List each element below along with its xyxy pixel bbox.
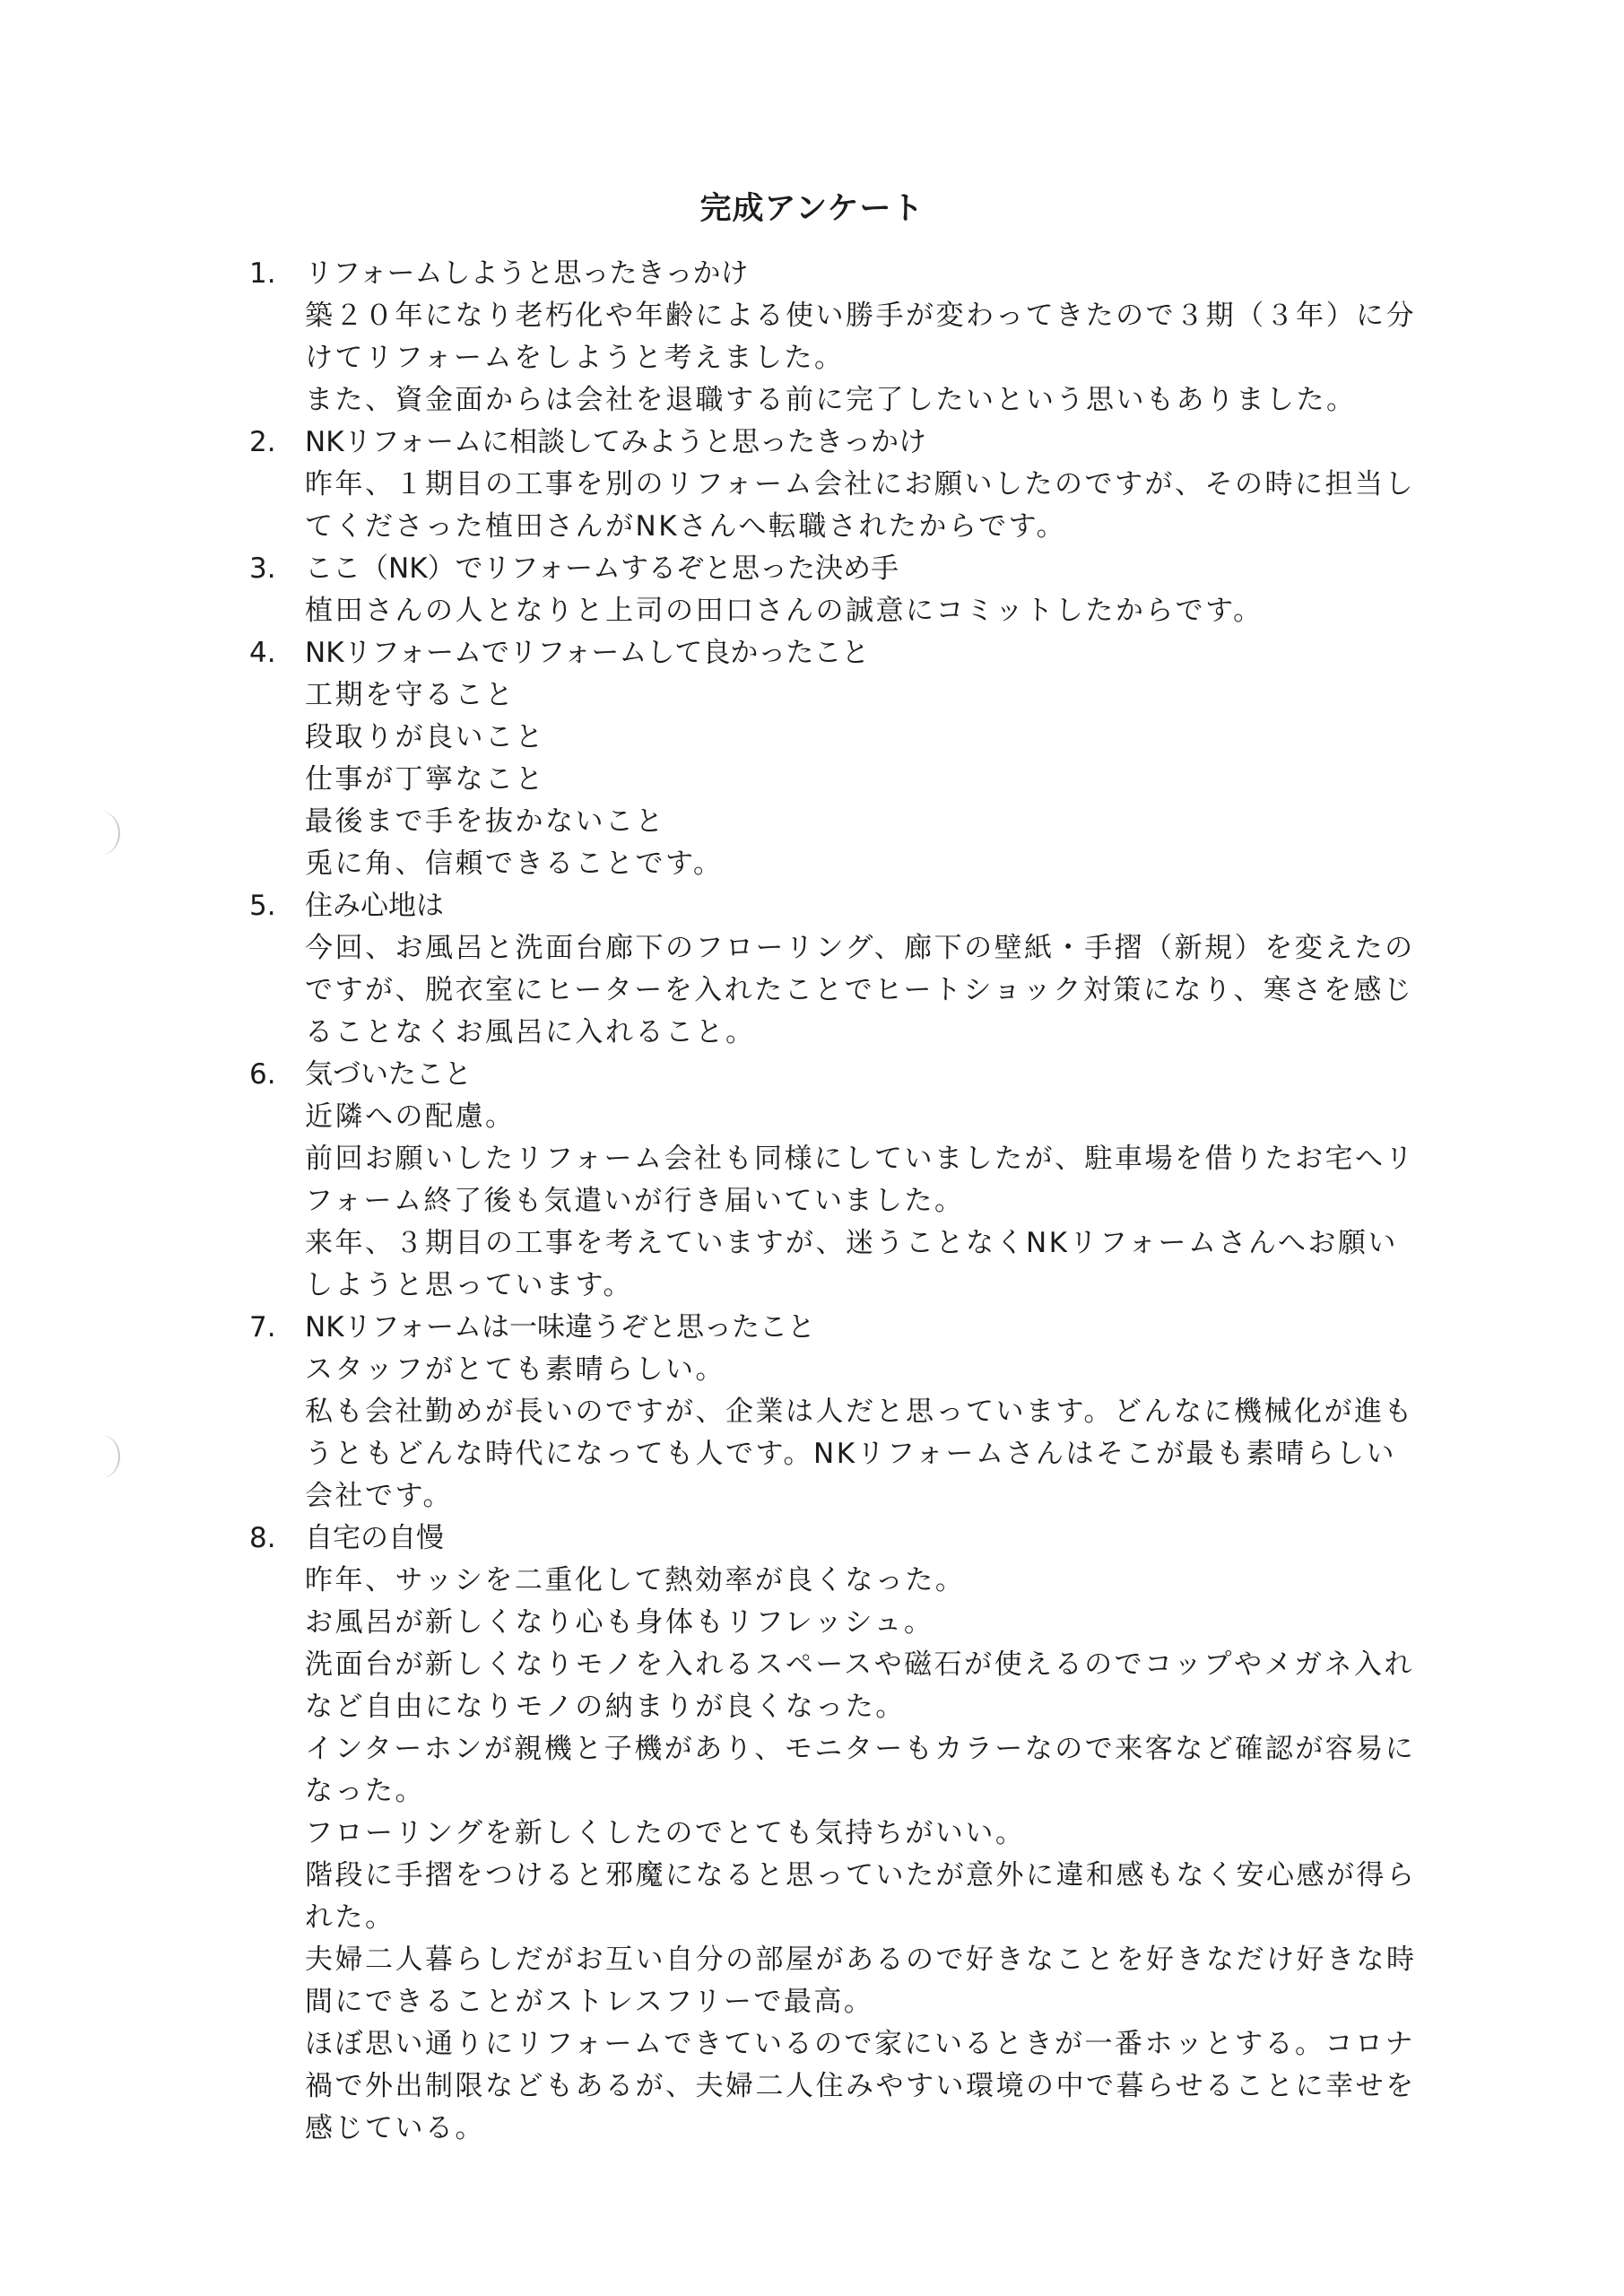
survey-section-4 (0, 632, 1624, 885)
question-number: 1. (249, 257, 276, 290)
survey-section-3 (0, 548, 1624, 632)
answer-line: 今回、お風呂と洗面台廊下のフローリング、廊下の壁紙・手摺（新規）を変えたのですが、脱衣室にヒーターを入れたことでヒートショック対策になり、寒さを感じることなくお風呂に入れること。 (305, 932, 1415, 1048)
answer-line: 昨年、１期目の工事を別のリフォーム会社にお願いしたのですが、その時に担当してくださった植田さんがNKさんへ転職されたからです。 (305, 468, 1415, 543)
answer-line: 夫婦二人暮らしだがお互い自分の部屋があるので好きなことを好きなだけ好きな時間にできることがストレスフリーで最高。 (305, 1944, 1417, 2018)
answer-line: 私も会社勤めが長いのですが、企業は人だと思っています。どんなに機械化が進もうともどんな時代になっても人です。NKリフォームさんはそこが最も素晴らしい会社です。 (305, 1396, 1415, 1512)
question-text: 気づいたこと (305, 1058, 472, 1091)
question-text: NKリフォームは一味違うぞと思ったこと (305, 1311, 815, 1344)
question-line (0, 253, 1624, 295)
answer-line: フローリングを新しくしたのでとても気持ちがいい。 (305, 1817, 1026, 1849)
question-number: 8. (249, 1522, 276, 1554)
survey-section-2 (0, 422, 1624, 548)
document-title: 完成アンケート (699, 191, 925, 228)
question-line (0, 1518, 1624, 1560)
question-number: 7. (249, 1311, 276, 1344)
survey-section-5 (0, 885, 1624, 1054)
question-text: ここ（NK）でリフォームするぞと思った決め手 (305, 552, 899, 585)
question-text: NKリフォームでリフォームして良かったこと (305, 637, 870, 669)
survey-section-1 (0, 253, 1624, 422)
answer-line: 植田さんの人となりと上司の田口さんの誠意にコミットしたからです。 (305, 595, 1264, 627)
answer-line: 来年、３期目の工事を考えていますが、迷うことなくNKリフォームさんへお願いしようと思っています。 (305, 1227, 1398, 1301)
answer-line: 昨年、サッシを二重化して熱効率が良くなった。 (305, 1564, 966, 1596)
question-number: 5. (249, 890, 276, 922)
answer-line: インターホンが親機と子機があり、モニターもカラーなので来客など確認が容易になった。 (305, 1733, 1416, 1807)
question-line (0, 422, 1624, 464)
question-number: 4. (249, 637, 276, 669)
question-number: 3. (249, 552, 276, 585)
question-number: 2. (249, 426, 276, 458)
answer-line: 築２０年になり老朽化や年齢による使い勝手が変わってきたので３期（３年）に分けてリフォームをしようと考えました。 (305, 300, 1417, 374)
question-text: NKリフォームに相談してみようと思ったきっかけ (305, 426, 926, 458)
question-number: 6. (249, 1058, 276, 1091)
survey-section-7 (0, 1307, 1624, 1518)
question-text: リフォームしようと思ったきっかけ (305, 257, 749, 290)
survey-content (0, 253, 1624, 2150)
answer-line: 段取りが良いこと (305, 721, 545, 753)
answer-line: 洗面台が新しくなりモノを入れるスペースや磁石が使えるのでコップやメガネ入れなど自由になりモノの納まりが良くなった。 (305, 1648, 1415, 1723)
answer-line: また、資金面からは会社を退職する前に完了したいという思いもありました。 (305, 384, 1357, 416)
question-line (0, 1054, 1624, 1096)
answer-line: 前回お願いしたリフォーム会社も同様にしていましたが、駐車場を借りたお宅へリフォーム終了後も気遣いが行き届いていました。 (305, 1143, 1415, 1217)
question-text: 自宅の自慢 (305, 1522, 444, 1554)
answer-line: 近隣への配慮。 (305, 1100, 516, 1133)
survey-section-8 (0, 1518, 1624, 2150)
answer-line: 仕事が丁寧なこと (305, 763, 545, 796)
question-line (0, 548, 1624, 590)
answer-line: 最後まで手を抜かないこと (305, 805, 665, 838)
question-line (0, 1307, 1624, 1349)
question-line (0, 885, 1624, 927)
answer-line: お風呂が新しくなり心も身体もリフレッシュ。 (305, 1606, 934, 1639)
answer-line: 兎に角、信頼できることです。 (305, 848, 724, 880)
answer-line: 階段に手摺をつけると邪魔になると思っていたが意外に違和感もなく安心感が得られた。 (305, 1859, 1417, 1934)
answer-line: 工期を守ること (305, 679, 516, 711)
answer-line: スタッフがとても素晴らしい。 (305, 1353, 725, 1386)
question-text: 住み心地は (305, 890, 444, 922)
answer-line: ほぼ思い通りにリフォームできているので家にいるときが一番ホッとする。コロナ禍で外出制限などもあるが、夫婦二人住みやすい環境の中で暮らせることに幸せを感じている。 (305, 2028, 1416, 2144)
survey-section-6 (0, 1054, 1624, 1307)
question-line (0, 632, 1624, 674)
